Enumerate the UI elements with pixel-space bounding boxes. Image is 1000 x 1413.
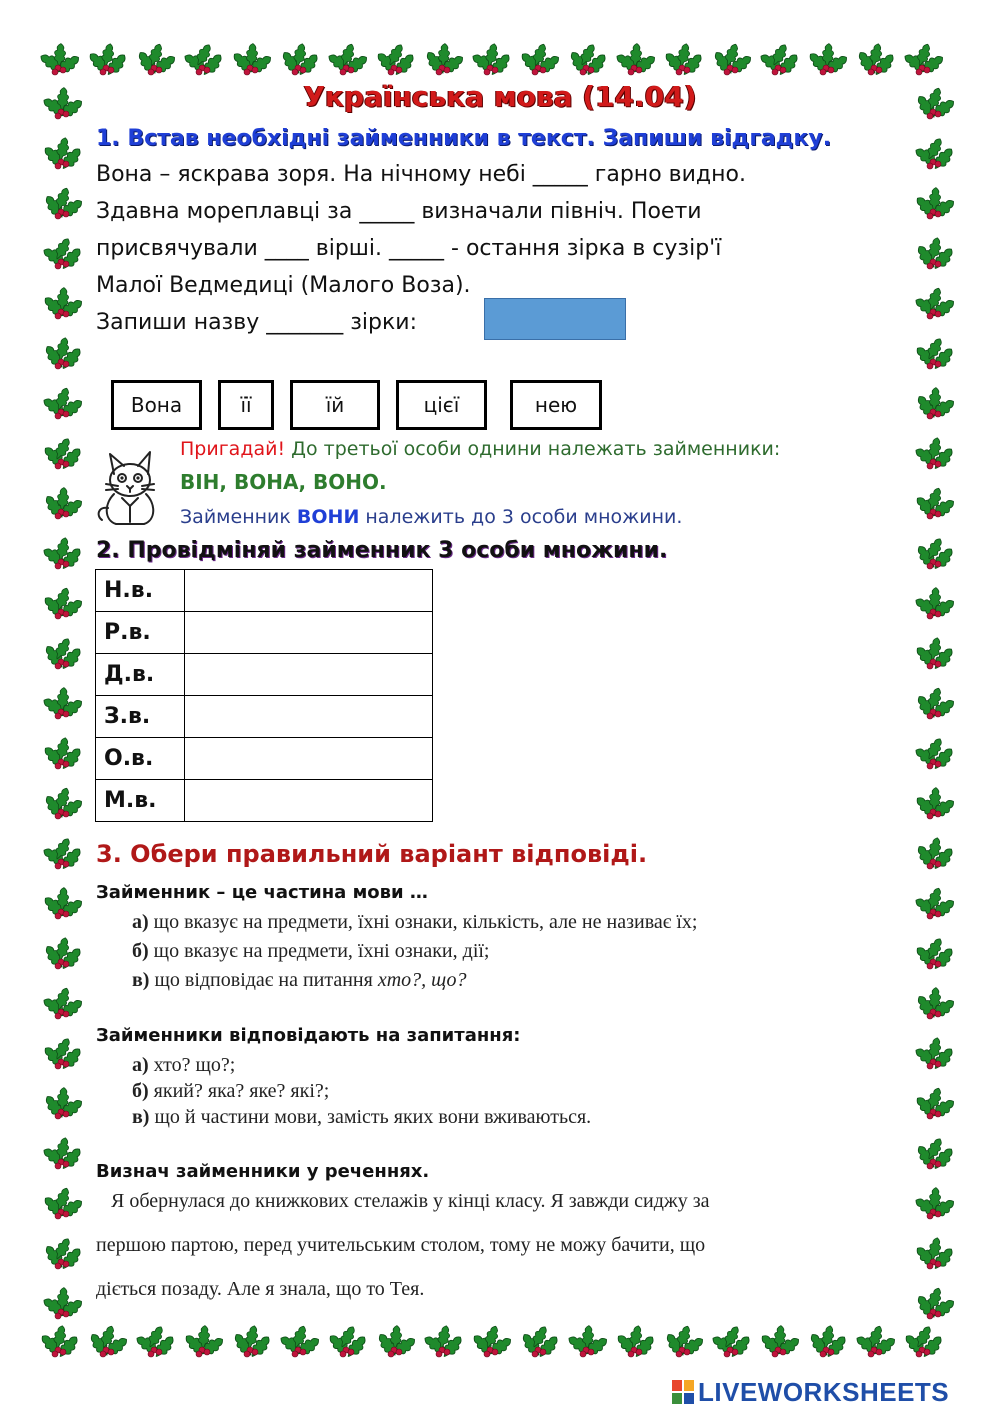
reminder-plural [180, 506, 682, 528]
option-text: що вказує на предмети, їхні ознаки, дії; [148, 940, 490, 962]
option-text: що й частини мови, замість яких вони вживаються. [149, 1106, 592, 1128]
question-3: Визнач займенники у реченнях. [96, 1161, 430, 1182]
task3-heading [96, 840, 647, 868]
page-title: Українська мова (14.04) [303, 80, 697, 113]
word-card[interactable]: її [218, 380, 274, 430]
task3-heading-text: Обери правильний варіант відповіді. [121, 840, 648, 868]
answer-option[interactable] [132, 911, 697, 934]
case-answer-input[interactable] [185, 570, 433, 612]
answer-option[interactable] [132, 940, 489, 963]
table-row [96, 570, 433, 612]
paragraph-line[interactable]: Я обернулася до книжкових стелажів у кінці класу. Я завжди сиджу за [96, 1190, 710, 1212]
case-label: О.в. [96, 738, 185, 780]
table-row [96, 696, 433, 738]
word-card[interactable]: їй [290, 380, 380, 430]
cat-illustration [94, 446, 166, 528]
option-text: який? яка? яке? які?; [148, 1080, 330, 1102]
reminder-pronouns: ВІН, ВОНА, ВОНО. [180, 470, 387, 494]
task2-heading: 2. Провідміняй займенник 3 особи множини. [96, 538, 668, 563]
option-text: хто? що?; [148, 1054, 236, 1076]
liveworksheets-logo[interactable]: LIVEWORKSHEETS [698, 1377, 950, 1407]
liveworksheets-logo-icon [672, 1380, 694, 1404]
task1-line: Малої Ведмедиці (Малого Воза). [96, 273, 471, 298]
reminder-line [180, 438, 780, 460]
option-letter: а) [132, 1054, 149, 1076]
word-card[interactable]: цієї [396, 380, 487, 430]
case-label: Д.в. [96, 654, 185, 696]
option-text: що вказує на предмети, їхні ознаки, кількість, але не називає їх; [148, 911, 698, 933]
task3-number: 3. [96, 840, 122, 868]
answer-option[interactable] [132, 969, 467, 992]
table-row [96, 654, 433, 696]
case-label: Н.в. [96, 570, 185, 612]
answer-option[interactable] [132, 1054, 235, 1077]
task1-line: Здавна мореплавці за _____ визначали північ. Поети [96, 199, 702, 224]
answer-option[interactable] [132, 1106, 591, 1129]
question-2: Займенники відповідають на запитання: [96, 1025, 521, 1046]
plural-suffix: належить до 3 особи множини. [359, 506, 683, 528]
task1-heading: 1. Встав необхідні займенники в текст. Запиши відгадку. [96, 126, 832, 151]
case-label: М.в. [96, 780, 185, 822]
option-letter: в) [132, 1106, 150, 1128]
case-label: З.в. [96, 696, 185, 738]
plural-prefix: Займенник [180, 506, 297, 528]
table-row [96, 780, 433, 822]
holly-border-bottom [40, 1318, 960, 1372]
case-answer-input[interactable] [185, 612, 433, 654]
case-answer-input[interactable] [185, 654, 433, 696]
answer-option[interactable] [132, 1080, 329, 1103]
option-letter: б) [132, 940, 149, 962]
task1-line: Вона – яскрава зоря. На нічному небі _____ гарно видно. [96, 162, 746, 187]
star-name-answer-input[interactable] [484, 298, 626, 340]
word-card[interactable]: нею [510, 380, 602, 430]
option-letter: а) [132, 911, 149, 933]
declension-table [95, 569, 433, 822]
word-card[interactable]: Вона [111, 380, 202, 430]
task1-line: присвячували ____ вірші. _____ - остання зірка в сузір'ї [96, 236, 722, 261]
holly-border-left [36, 36, 90, 1372]
question-1: Займенник – це частина мови … [96, 882, 428, 903]
paragraph-line[interactable]: першою партою, перед учительським столом, тому не можу бачити, що [96, 1234, 706, 1256]
paragraph-line[interactable]: діється позаду. Але я знала, що то Тея. [96, 1278, 425, 1300]
case-label: Р.в. [96, 612, 185, 654]
plural-word: ВОНИ [296, 506, 360, 528]
table-row [96, 738, 433, 780]
option-text: що відповідає на питання [149, 969, 378, 991]
reminder-label: Пригадай! [180, 438, 286, 460]
case-answer-input[interactable] [185, 780, 433, 822]
option-letter: в) [132, 969, 150, 991]
table-row [96, 612, 433, 654]
task1-line: Запиши назву _______ зірки: [96, 310, 417, 335]
option-letter: б) [132, 1080, 149, 1102]
case-answer-input[interactable] [185, 696, 433, 738]
case-answer-input[interactable] [185, 738, 433, 780]
option-italic: хто?, що? [377, 969, 467, 991]
reminder-text: До третьої особи однини належать займенники: [285, 438, 781, 460]
holly-border-right [908, 36, 962, 1372]
